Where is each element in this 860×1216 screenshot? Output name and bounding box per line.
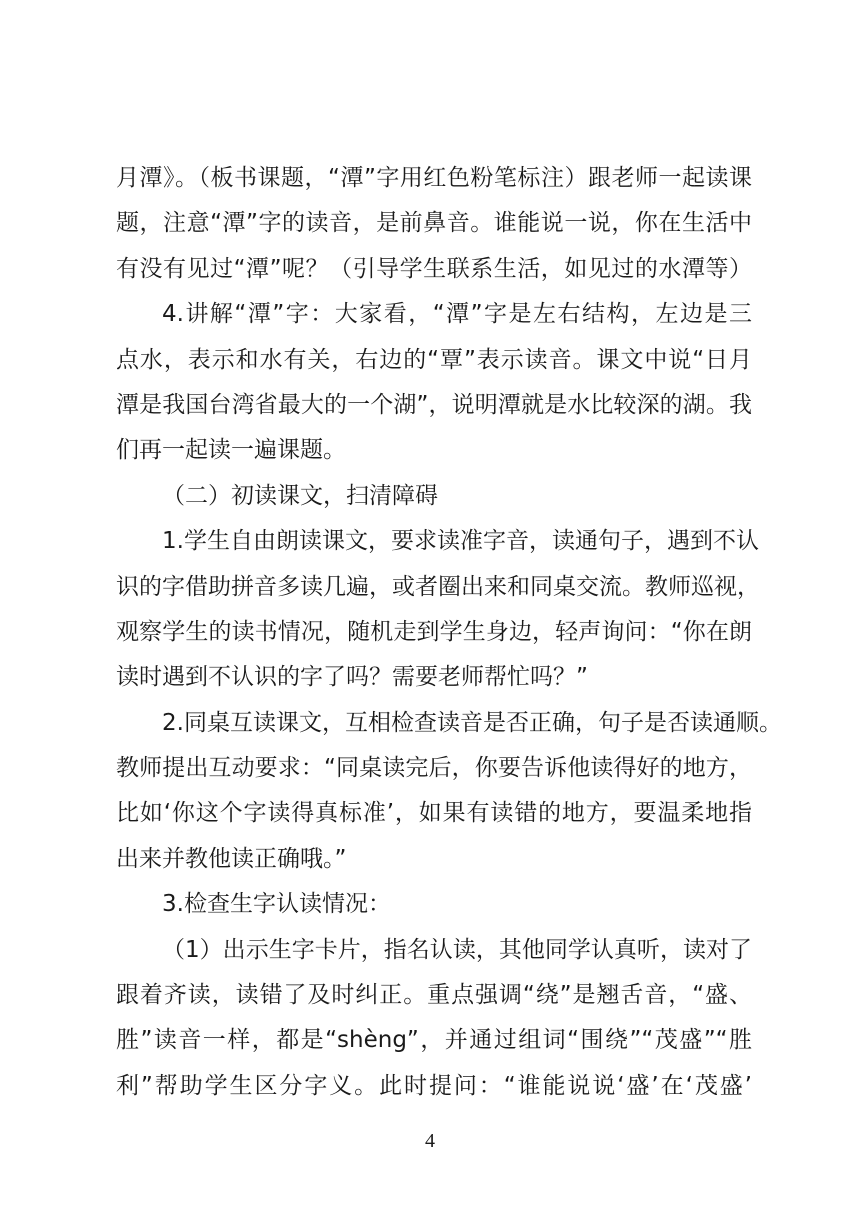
text-line: 3.检查生字认读情况： <box>162 891 391 918</box>
text-line: 比如‘你这个字读得真标准’，如果有读错的地方，要温柔地指 <box>116 800 752 827</box>
text-line: 出来并教他读正确哦。” <box>116 845 347 872</box>
text-line: 教师提出互动要求：“同桌读完后，你要告诉他读得好的地方， <box>116 755 752 782</box>
text-line: （1）出示生字卡片，指名认读，其他同学认真听，读对了 <box>162 936 752 963</box>
text-line: 题，注意“潭”字的读音，是前鼻音。谁能说一说，你在生活中 <box>116 210 752 237</box>
text-line: 1.学生自由朗读课文，要求读准字音，读通句子，遇到不认 <box>162 528 759 555</box>
text-line: 识的字借助拼音多读几遍，或者圈出来和同桌交流。教师巡视， <box>116 573 760 600</box>
page-number: 4 <box>425 1130 435 1152</box>
text-line: 利”帮助学生区分字义。此时提问：“谁能说说‘盛’在‘茂盛’ <box>116 1072 752 1099</box>
text-line: 月潭》。（板书课题，“潭”字用红色粉笔标注）跟老师一起读课 <box>116 165 752 191</box>
text-line: （二）初读课文，扫清障碍 <box>162 482 438 509</box>
text-line: 点水，表示和水有关，右边的“覃”表示读音。课文中说“日月 <box>116 346 752 373</box>
text-line: 观察学生的读书情况，随机走到学生身边，轻声询问：“你在朗 <box>116 618 752 645</box>
text-line: 胜”读音一样，都是“shèng”，并通过组词“围绕”“茂盛”“胜 <box>116 1027 752 1054</box>
text-line: 跟着齐读，读错了及时纠正。重点强调“绕”是翘舌音，“盛、 <box>116 982 752 1009</box>
text-line: 潭是我国台湾省最大的一个湖”，说明潭就是水比较深的湖。我 <box>116 391 752 418</box>
text-line: 们再一起读一遍课题。 <box>116 437 346 464</box>
text-line: 4.讲解“潭”字：大家看，“潭”字是左右结构，左边是三 <box>162 301 752 328</box>
text-line: 有没有见过“潭”呢？（引导学生联系生活，如见过的水潭等） <box>116 255 752 282</box>
body-text <box>116 156 782 1109</box>
text-line: 读时遇到不认识的字了吗？需要老师帮忙吗？” <box>116 664 588 691</box>
text-line: 2.同桌互读课文，互相检查读音是否正确，句子是否读通顺。 <box>162 709 782 736</box>
